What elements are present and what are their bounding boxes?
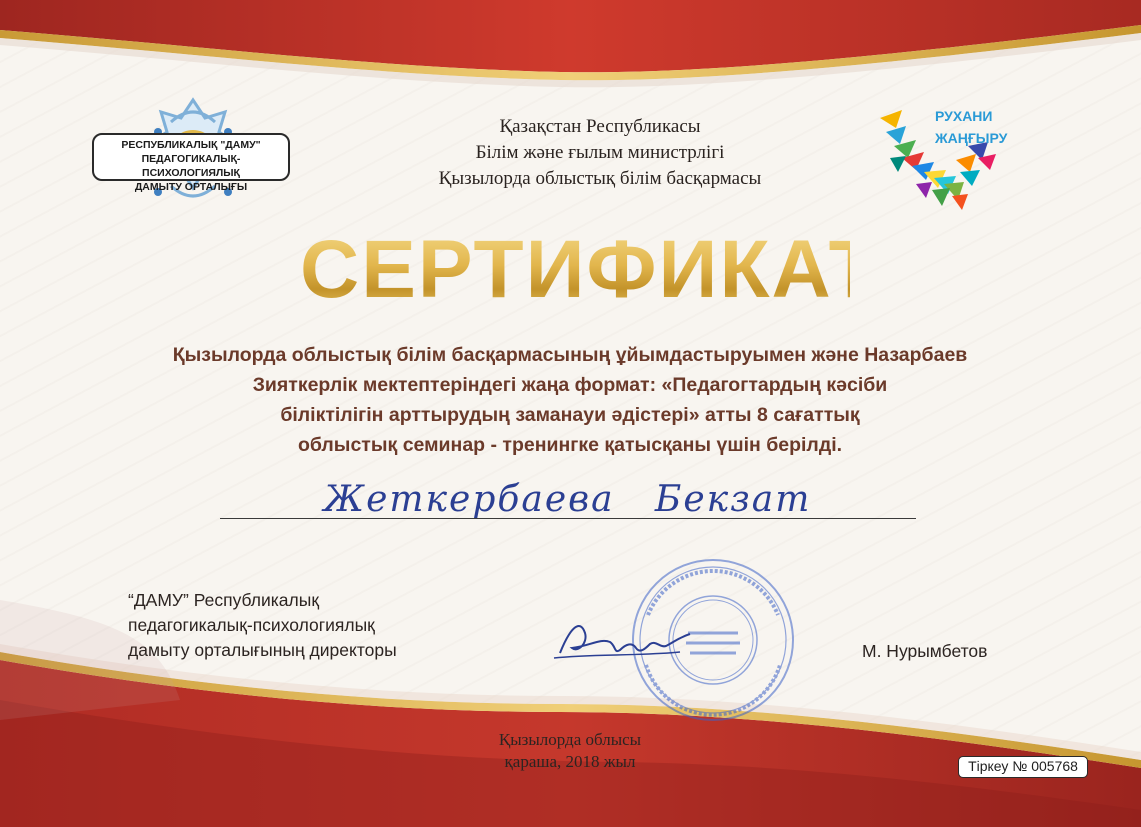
body-line-3: біліктілігін арттырудың заманауи әдістері» атты 8 сағаттық — [280, 404, 860, 426]
ministry-header — [380, 114, 820, 192]
body-line-1: Қызылорда облыстық білім басқармасының ұйымдастыруымен және Назарбаев — [172, 344, 968, 366]
damu-logo-line-1: РЕСПУБЛИКАЛЫҚ "ДАМУ" — [121, 139, 261, 151]
body-line-2: Зияткерлік мектептеріндегі жаңа формат: «Педагогтардың кәсіби — [252, 374, 888, 396]
damu-logo-line-2: ПЕДАГОГИКАЛЫҚ-ПСИХОЛОГИЯЛЫҚ — [141, 153, 241, 179]
recipient-name: Жеткербаева Бекзат — [323, 479, 812, 520]
recipient-underline — [220, 518, 916, 519]
director-line-2: педагогикалық-психологиялық — [128, 615, 375, 635]
certificate-title: СЕРТИФИКАТ — [300, 222, 850, 318]
damu-logo-line-3: ДАМЫТУ ОРТАЛЫҒЫ — [134, 181, 248, 193]
handwritten-signature — [550, 608, 700, 668]
director-title — [128, 588, 397, 663]
certificate-body — [100, 340, 1040, 460]
ministry-line-1: Қазақстан Республикасы — [499, 116, 701, 137]
ministry-line-3: Қызылорда облыстық білім басқармасы — [438, 168, 762, 189]
damu-logo-label — [92, 133, 290, 193]
signatory-name: М. Нурымбетов — [862, 641, 988, 661]
ministry-line-2: Білім және ғылым министрлігі — [475, 142, 725, 163]
rukhani-logo-label — [935, 105, 1007, 149]
director-line-1: “ДАМУ” Республикалық — [128, 590, 319, 610]
registration-number: Тіркеу № 005768 — [958, 756, 1088, 778]
director-line-3: дамыту орталығының директоры — [128, 640, 397, 660]
place-date — [420, 729, 720, 773]
place-line: Қызылорда облысы — [498, 730, 642, 749]
date-line: қараша, 2018 жыл — [504, 752, 636, 771]
rukhani-line-1: РУХАНИ — [935, 108, 993, 124]
body-line-4: облыстық семинар - тренингке қатысқаны үшін берілді. — [297, 434, 843, 456]
rukhani-line-2: ЖАҢҒЫРУ — [935, 130, 1008, 146]
